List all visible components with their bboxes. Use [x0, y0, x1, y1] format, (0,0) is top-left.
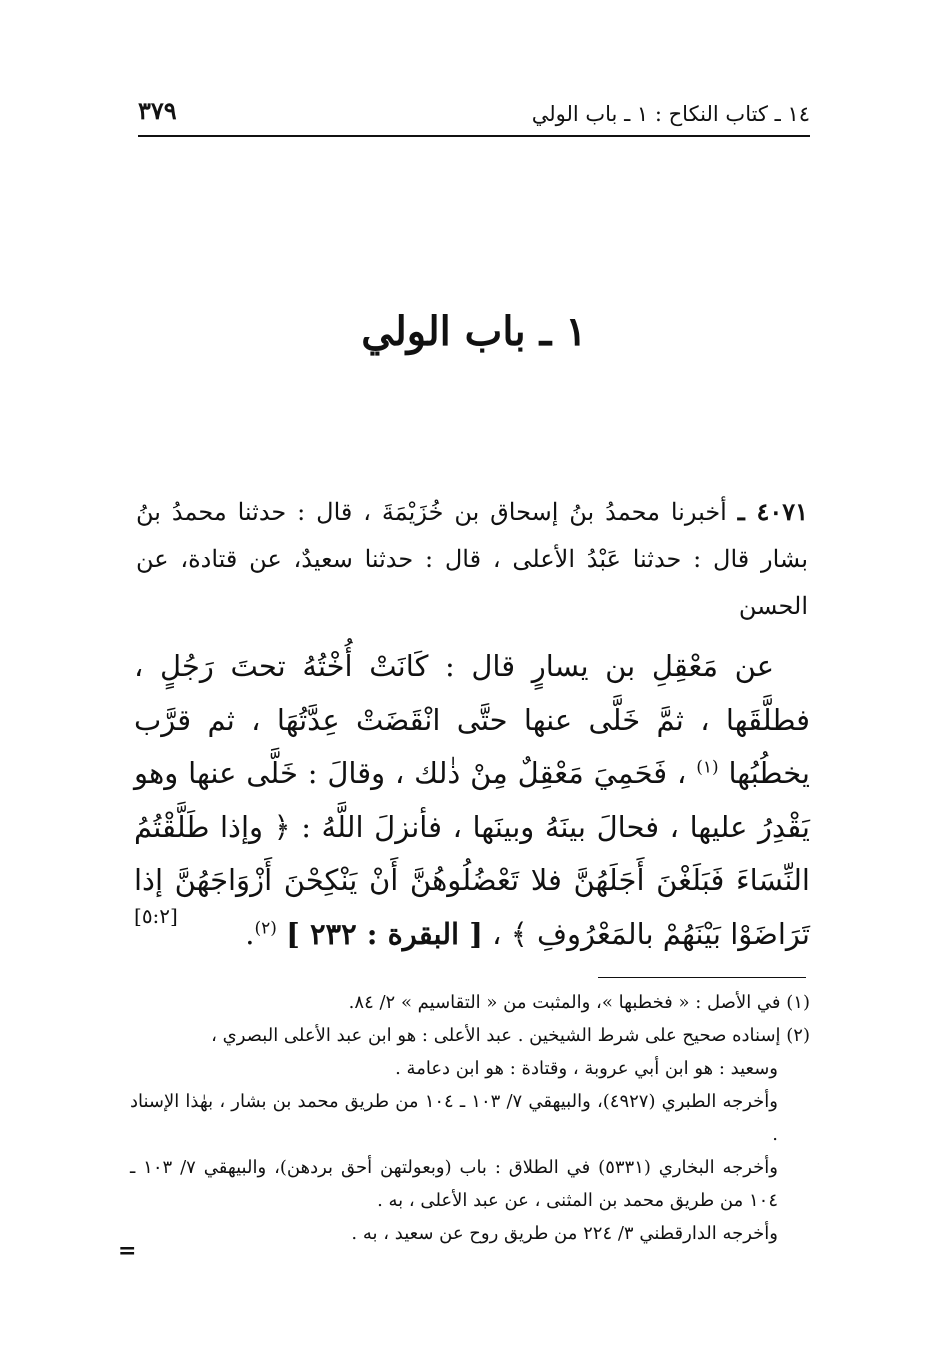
margin-reference: [٥:٢] [134, 904, 178, 928]
footnote-rule [598, 977, 806, 978]
matn-end: . [245, 916, 255, 951]
footnote-2-paragraph-2: وأخرجه الطبري (٤٩٢٧)، والبيهقي ٧/ ١٠٣ ـ ١٠٤ من طريق محمد بن بشار ، بهٰذا الإسناد . [130, 1091, 778, 1145]
hadith-number: ٤٠٧١ ـ [737, 497, 808, 526]
header-rule [138, 135, 810, 137]
footnotes [130, 986, 810, 1250]
footnote-2-line-1: (٢) إسناده صحيح على شرط الشيخين . عبد الأعلى : هو ابن عبد الأعلى البصري ، [211, 1025, 810, 1046]
running-title: ١٤ ـ كتاب النكاح : ١ ـ باب الولي [531, 102, 810, 126]
isnad-text: أخبرنا محمدُ بنُ إسحاق بن خُزَيْمَةَ ، قال : حدثنا محمدُ بنُ بشار قال : حدثنا عَبْدُ الأعلى ، قال : حدثنا سعيدٌ، عن قتادة، عن الحسن [136, 498, 808, 620]
footnote-2-line-2: وسعيد : هو ابن أبي عروبة ، وقتادة : هو ابن دعامة . [395, 1058, 778, 1079]
verse-reference: [ البقرة : ٢٣٢ ] [286, 916, 483, 951]
verse-separator: ، [492, 916, 502, 951]
footnote-marker-1: (١) [696, 757, 719, 778]
chapter-heading: ١ ـ باب الولي [361, 308, 587, 355]
running-header [138, 96, 810, 136]
matn-text: عن مَعْقِلِ بن يسارٍ قال : كَانَتْ أُخْتُهُ تحتَ رَجُلٍ ، فطلَّقَها ، ثمَّ خَلَّى عنها حتَّى انْقَضَتْ عِدَّتُهَا ، ثم قرَّب يخطُبُها [134, 649, 810, 790]
footnote-2-paragraph-4: وأخرجه الدارقطني ٣/ ٢٢٤ من طريق روح عن سعيد ، به . [351, 1223, 778, 1244]
isnad-paragraph [136, 488, 808, 630]
continuation-mark: = [118, 1238, 137, 1264]
footnote-marker-2: (٢) [254, 917, 277, 938]
matn-paragraph [134, 640, 810, 961]
footnote-1: (١) في الأصل : « فخطبها »، والمثبت من « التقاسيم » ٢/ ٨٤. [348, 992, 810, 1013]
quran-verse: ﴿ وإذا طَلَّقْتُمُ النِّسَاءَ فَبَلَغْنَ أَجَلَهُنَّ فلا تَعْضُلُوهُنَّ أَنْ يَنْكِحْنَ أَزْوَاجَهُنَّ إذا تَرَاضَوْا بَيْنَهُمْ بالمَعْرُوفِ ﴾ [134, 809, 810, 951]
page-number: ٣٧٩ [138, 96, 177, 125]
footnote-2-paragraph-3: وأخرجه البخاري (٥٣٣١) في الطلاق : باب (وبعولتهن أحق بردهن)، والبيهقي ٧/ ١٠٣ ـ ١٠٤ من طريق محمد بن المثنى ، عن عبد الأعلى ، به . [130, 1157, 779, 1211]
matn-text-continued: ، فَحَمِيَ مَعْقِلٌ مِنْ ذٰلك ، وقالَ : خَلَّى عنها وهو يَقْدِرُ عليها ، فحالَ بينَهُ وبينَها ، فأنزلَ اللَّهُ : [134, 756, 810, 844]
